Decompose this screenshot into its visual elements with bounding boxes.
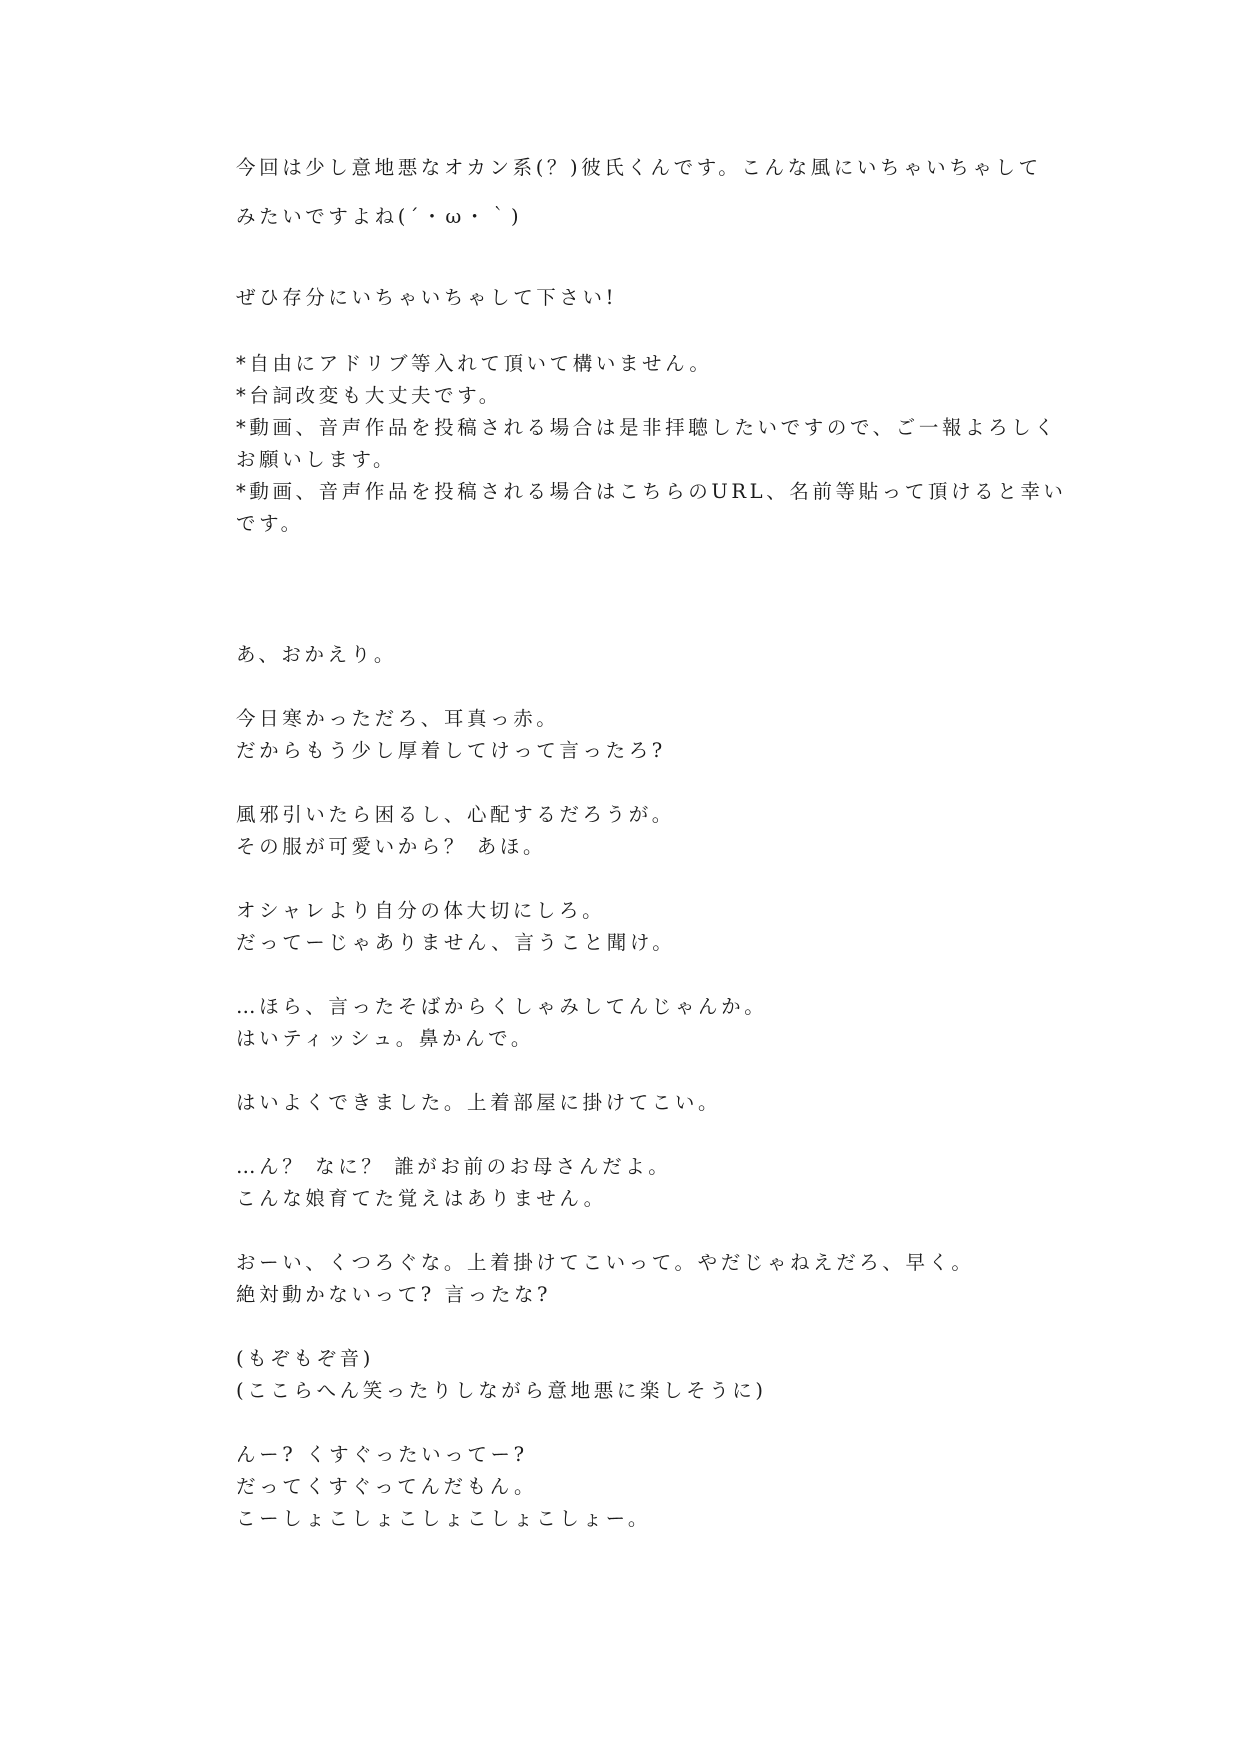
intro-line-2: みたいですよね(´・ω・｀) [236,205,523,228]
script-line: こんな娘育てた覚えはありません。 [236,1187,607,1210]
script-line: おーい、くつろぐな。上着掛けてこいって。やだじゃねえだろ、早く。 [236,1251,975,1274]
note-1: *自由にアドリブ等入れて頂いて構いません。 [236,352,713,375]
script-line: 今日寒かっただろ、耳真っ赤。 [236,707,560,730]
intro-line-3: ぜひ存分にいちゃいちゃして下さい! [236,286,618,309]
stage-direction: (もぞもぞ音) [236,1347,374,1370]
intro-line-1: 今回は少し意地悪なオカン系(？)彼氏くんです。こんな風にいちゃいちゃして [236,156,1042,179]
script-line: 絶対動かないって? 言ったな? [236,1283,552,1306]
script-line: はいよくできました。上着部屋に掛けてこい。 [236,1091,722,1114]
script-line: だってーじゃありません、言うこと聞け。 [236,931,676,954]
script-line: だからもう少し厚着してけって言ったろ? [236,739,666,762]
note-4b: です。 [236,512,304,535]
script-line: その服が可愛いから？ あほ。 [236,835,547,858]
note-3b: お願いします。 [236,448,397,471]
stage-direction: (ここらへん笑ったりしながら意地悪に楽しそうに) [236,1379,767,1402]
note-3a: *動画、音声作品を投稿される場合は是非拝聴したいですので、ご一報よろしく [236,416,1058,439]
note-4a: *動画、音声作品を投稿される場合はこちらのURL、名前等貼って頂けると幸い [236,480,1067,503]
script-line: はいティッシュ。鼻かんで。 [236,1027,534,1050]
script-line: こーしょこしょこしょこしょこしょー。 [236,1507,652,1530]
script-line: オシャレより自分の体大切にしろ。 [236,899,606,922]
script-line: 風邪引いたら困るし、心配するだろうが。 [236,803,675,826]
script-line: だってくすぐってんだもん。 [236,1475,538,1498]
script-line: んー? くすぐったいってー? [236,1443,528,1466]
script-line: あ、おかえり。 [236,643,397,666]
script-line: …ん？ なに？ 誰がお前のお母さんだよ。 [236,1155,672,1178]
script-line: …ほら、言ったそばからくしゃみしてんじゃんか。 [236,995,768,1018]
note-2: *台詞改変も大丈夫です。 [236,384,502,407]
